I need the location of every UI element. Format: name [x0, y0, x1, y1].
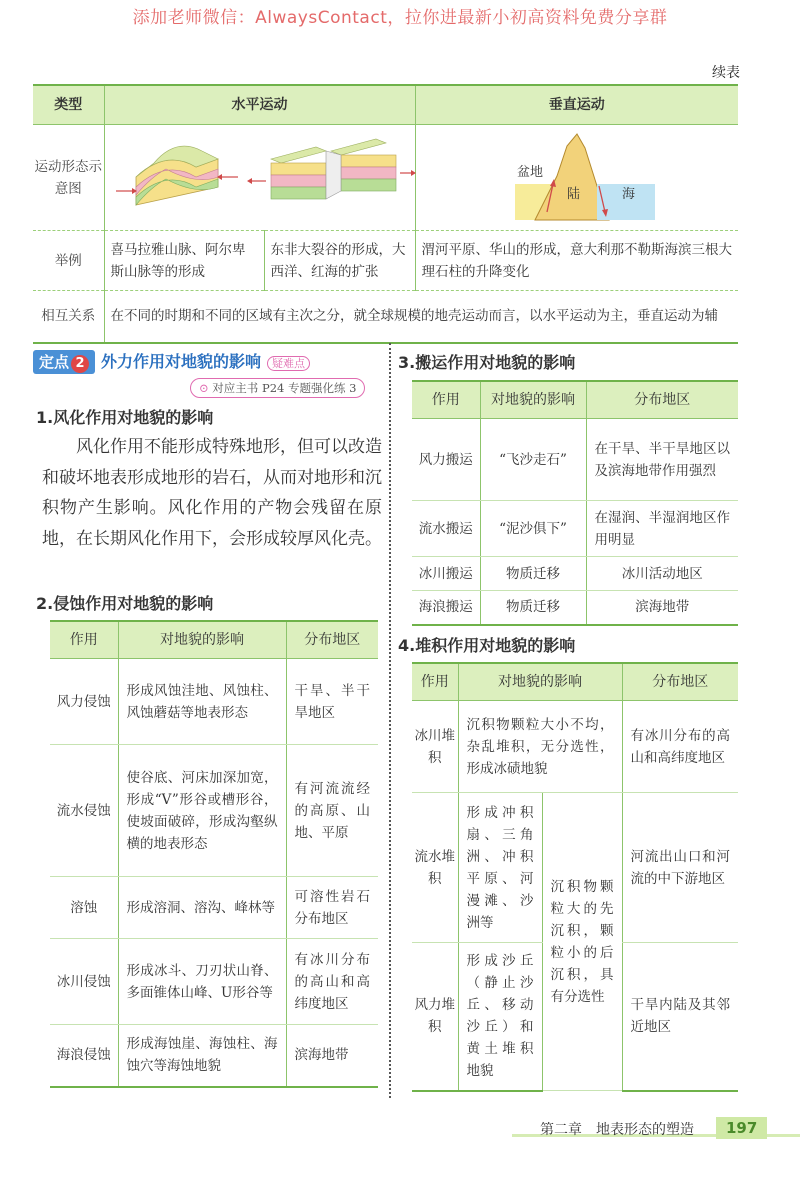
transport-area: 在湿润、半湿润地区作用明显 — [586, 501, 738, 557]
table-row — [412, 501, 738, 557]
deposition-area-glacier: 有冰川分布的高山和高纬度地区 — [622, 701, 738, 793]
table-row — [50, 939, 378, 1025]
erosion-header-effect: 作用 — [50, 621, 118, 659]
deposition-impact-glacier: 沉积物颗粒大小不均，杂乱堆积，无分选性，形成冰碛地貌 — [458, 701, 622, 793]
example-vertical: 渭河平原、华山的形成，意大利那不勒斯海滨三根大理石柱的升降变化 — [415, 231, 738, 291]
header-type: 类型 — [33, 85, 104, 125]
erosion-header-area: 分布地区 — [286, 621, 378, 659]
header-horizontal: 水平运动 — [104, 85, 415, 125]
transport-table — [412, 380, 738, 626]
label-sea: 海 — [621, 187, 635, 202]
transport-header-effect: 作用 — [412, 381, 480, 419]
keypoint-tag: 疑难点 — [267, 356, 310, 371]
table-row — [50, 659, 378, 745]
relation-text: 在不同的时期和不同的区域有主次之分，就全球规模的地壳运动而言，以水平运动为主，垂直运动为辅 — [104, 291, 738, 343]
transport-impact: 物质迁移 — [480, 557, 586, 591]
erosion-impact: 形成风蚀洼地、风蚀柱、风蚀蘑菇等地表形态 — [118, 659, 286, 745]
transport-effect: 流水搬运 — [412, 501, 480, 557]
horizontal-movement-figure — [106, 129, 416, 219]
erosion-impact: 使谷底、河床加深加宽，形成“V”形谷或槽形谷，使坡面破碎，形成沟壑纵横的地表形态 — [118, 745, 286, 877]
continued-label: 续表 — [712, 65, 740, 81]
label-basin: 盆地 — [516, 165, 543, 180]
table-row — [50, 1025, 378, 1087]
transport-area: 滨海地带 — [586, 591, 738, 625]
erosion-impact: 形成溶洞、溶沟、峰林等 — [118, 877, 286, 939]
table-row — [412, 591, 738, 625]
deposition-header-effect: 作用 — [412, 663, 458, 701]
erosion-area: 滨海地带 — [286, 1025, 378, 1087]
transport-area: 在干旱、半干旱地区以及滨海地带作用强烈 — [586, 419, 738, 501]
erosion-effect: 风力侵蚀 — [50, 659, 118, 745]
transport-area: 冰川活动地区 — [586, 557, 738, 591]
table-row — [412, 557, 738, 591]
table-row — [412, 419, 738, 501]
erosion-table — [50, 620, 378, 1088]
example-horizontal-1: 喜马拉雅山脉、阿尔卑斯山脉等的形成 — [104, 231, 264, 291]
erosion-impact: 形成冰斗、刀刃状山脊、多面锥体山峰、U形谷等 — [118, 939, 286, 1025]
horizontal-diagram — [104, 125, 415, 231]
header-vertical: 垂直运动 — [415, 85, 738, 125]
reference-note: ⊙ 对应主书 P24 专题强化练 3 — [190, 378, 365, 398]
vertical-movement-figure — [417, 126, 740, 222]
movement-table — [33, 84, 738, 344]
deposition-effect-river: 流水堆积 — [412, 793, 458, 943]
deposition-impact-river: 形成冲积扇、三角洲、冲积平原、河漫滩、沙洲等 — [458, 793, 542, 943]
erosion-effect: 冰川侵蚀 — [50, 939, 118, 1025]
column-divider — [389, 343, 391, 1098]
transport-effect: 海浪搬运 — [412, 591, 480, 625]
deposition-impact-shared: 沉积物颗粒大的先沉积，颗粒小的后沉积，具有分选性 — [542, 793, 622, 1091]
vertical-diagram — [415, 125, 738, 231]
deposition-area-wind: 干旱内陆及其邻近地区 — [622, 943, 738, 1091]
deposition-header-impact: 对地貌的影响 — [458, 663, 622, 701]
table-row — [412, 793, 738, 943]
transport-effect: 风力搬运 — [412, 419, 480, 501]
erosion-header-impact: 对地貌的影响 — [118, 621, 286, 659]
row-label-relation: 相互关系 — [33, 291, 104, 343]
keypoint-number: 2 — [71, 355, 89, 373]
section2-title: 2.侵蚀作用对地貌的影响 — [36, 594, 214, 613]
table-row — [50, 877, 378, 939]
fold-block-icon — [116, 146, 238, 205]
transport-impact: “飞沙走石” — [480, 419, 586, 501]
section1-title: 1.风化作用对地貌的影响 — [36, 408, 214, 427]
deposition-effect-glacier: 冰川堆积 — [412, 701, 458, 793]
transport-impact: “泥沙俱下” — [480, 501, 586, 557]
transport-impact: 物质迁移 — [480, 591, 586, 625]
erosion-effect: 海浪侵蚀 — [50, 1025, 118, 1087]
example-horizontal-2: 东非大裂谷的形成，大西洋、红海的扩张 — [264, 231, 415, 291]
erosion-impact: 形成海蚀崖、海蚀柱、海蚀穴等海蚀地貌 — [118, 1025, 286, 1087]
erosion-area: 干旱、半干旱地区 — [286, 659, 378, 745]
table-row — [412, 701, 738, 793]
deposition-table — [412, 662, 738, 1092]
target-icon: ⊙ — [199, 381, 209, 395]
erosion-effect: 流水侵蚀 — [50, 745, 118, 877]
watermark-text: 添加老师微信：AlwaysContact，拉你进最新小初高资料免费分享群 — [132, 8, 668, 28]
row-label-example: 举例 — [33, 231, 104, 291]
deposition-impact-wind: 形成沙丘（静止沙丘、移动沙丘）和黄土堆积地貌 — [458, 943, 542, 1091]
transport-header-area: 分布地区 — [586, 381, 738, 419]
footer-chapter: 第二章 地表形态的塑造 — [540, 1122, 694, 1138]
erosion-area: 有河流流经的高原、山地、平原 — [286, 745, 378, 877]
keypoint-title: 外力作用对地貌的影响 — [101, 352, 262, 371]
erosion-area: 可溶性岩石分布地区 — [286, 877, 378, 939]
row-label-form: 运动形态示意图 — [33, 125, 104, 231]
section4-title: 4.堆积作用对地貌的影响 — [398, 636, 576, 655]
deposition-effect-wind: 风力堆积 — [412, 943, 458, 1091]
page-number: 197 — [716, 1117, 767, 1139]
transport-header-impact: 对地貌的影响 — [480, 381, 586, 419]
transport-effect: 冰川搬运 — [412, 557, 480, 591]
keypoint-header — [33, 349, 310, 373]
rift-block-icon — [247, 139, 416, 199]
erosion-effect: 溶蚀 — [50, 877, 118, 939]
table-row — [50, 745, 378, 877]
section1-text: 风化作用不能形成特殊地形，但可以改造和破坏地表形成地形的岩石，从而对地形和沉积物产生影响。风化作用的产物会残留在原地，在长期风化作用下，会形成较厚风化壳。 — [42, 437, 382, 549]
deposition-area-river: 河流出山口和河流的中下游地区 — [622, 793, 738, 943]
keypoint-badge: 定点 2 — [33, 350, 95, 374]
label-land: 陆 — [566, 187, 580, 202]
erosion-area: 有冰川分布的高山和高纬度地区 — [286, 939, 378, 1025]
deposition-header-area: 分布地区 — [622, 663, 738, 701]
section3-title: 3.搬运作用对地貌的影响 — [398, 353, 576, 372]
